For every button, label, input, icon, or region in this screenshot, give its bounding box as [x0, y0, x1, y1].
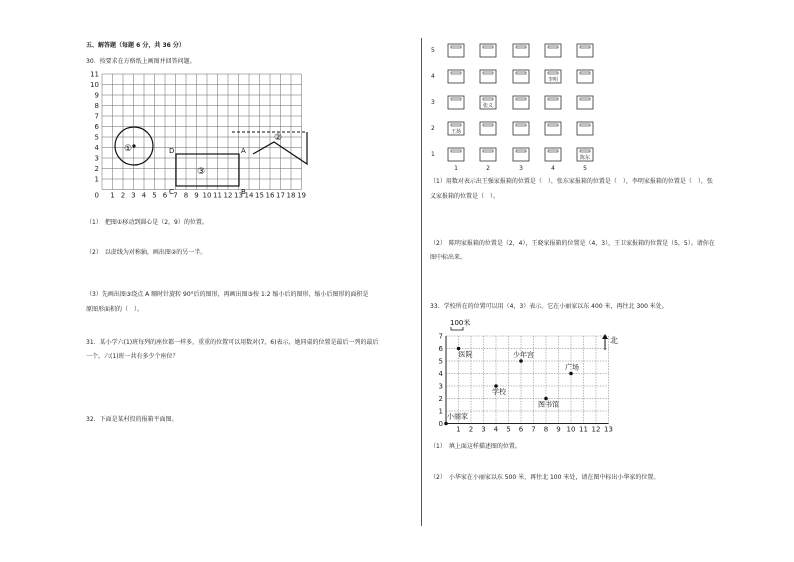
mailbox-slot	[548, 124, 558, 126]
mailbox-slot	[483, 46, 493, 48]
scale-label: 100米	[450, 319, 471, 327]
map-x-tick-label: 4	[493, 425, 499, 434]
q33-grid-lines	[446, 336, 609, 424]
mailbox-slot	[516, 98, 526, 100]
q33-map-grid	[432, 316, 632, 436]
x-tick-label: 16	[265, 191, 275, 200]
map-x-tick-label: 2	[468, 425, 474, 434]
mailbox-row-label: 5	[431, 47, 435, 54]
point-c-label: C	[169, 188, 174, 196]
q30-prompt: 30．按要求在方格纸上画图并回答问题。	[86, 58, 196, 65]
mailbox-row-label: 2	[431, 125, 435, 132]
map-x-tick-label: 9	[556, 425, 561, 434]
q30-y-ticks	[90, 71, 99, 200]
map-point	[569, 372, 573, 376]
x-tick-label: 7	[173, 191, 178, 200]
mailbox-slot	[580, 124, 590, 126]
map-place-label: 小丽家	[447, 412, 468, 421]
y-tick-label: 3	[94, 154, 99, 163]
x-tick-label: 13	[234, 191, 243, 200]
mailbox-slot	[451, 72, 461, 74]
mailbox-grid	[431, 44, 593, 172]
map-place-label: 学校	[492, 388, 506, 396]
mailbox-owner-label: 王扬	[450, 129, 462, 135]
y-tick-label: 6	[94, 123, 99, 131]
mailbox-slot	[548, 150, 558, 152]
q30-sub3-line1: （3）先画出图③绕点 A 顺时针旋转 90°后的图形，再画出图③按 1:2 缩小后的图形，缩小后图形的面积是	[86, 291, 369, 298]
map-y-tick-label: 1	[438, 407, 443, 416]
mailbox-slot	[483, 72, 493, 74]
map-x-tick-label: 13	[604, 425, 613, 434]
q30-sub3-line2: 原图形面积的（ ）。	[86, 306, 144, 313]
x-tick-label: 5	[152, 191, 157, 200]
map-y-tick-label: 2	[438, 395, 443, 403]
mailbox-slot	[516, 124, 526, 126]
mailbox-row-label: 1	[431, 151, 435, 158]
column-divider	[421, 38, 422, 526]
x-tick-label: 11	[213, 191, 222, 200]
y-tick-label: 1	[94, 175, 99, 184]
x-tick-label: 19	[297, 191, 306, 200]
mailbox-slot	[580, 46, 590, 48]
map-x-tick-label: 10	[566, 425, 576, 434]
mailbox-slot	[451, 98, 461, 100]
q33-sub1: （1） 填上面这样描述图的位置。	[430, 443, 521, 450]
map-y-tick-label: 6	[438, 345, 443, 353]
y-tick-label: 7	[94, 112, 99, 121]
point-d-label: D	[169, 147, 175, 155]
y-tick-label: 10	[90, 81, 99, 89]
mailbox-col-label: 3	[519, 165, 523, 172]
mailbox-slot	[516, 150, 526, 152]
q33-y-ticks	[439, 333, 444, 429]
figure2-label: ②	[274, 133, 283, 143]
mailbox-slot	[483, 98, 493, 100]
q32-sub2-line1: （2） 陈明家报箱的位置是（2，4），王晓家报箱的位置是（4，3），王卫家报箱的位置是（5，5）。请你在	[430, 240, 715, 247]
y-tick-label: 5	[94, 133, 99, 142]
y-tick-label: 9	[94, 91, 99, 100]
mailbox-slot	[548, 98, 558, 100]
mailbox-slot	[451, 150, 461, 152]
y-tick-label: 2	[94, 165, 99, 173]
map-y-tick-label: 4	[438, 370, 443, 378]
x-tick-label: 17	[276, 191, 285, 200]
mailbox-floor-plan	[428, 40, 598, 175]
map-x-tick-label: 12	[591, 425, 601, 434]
mailbox-slot	[516, 46, 526, 48]
map-place-label: 医院	[458, 350, 473, 359]
x-tick-label: 6	[162, 191, 168, 200]
x-tick-label: 10	[202, 191, 212, 200]
origin-label: 0	[94, 191, 99, 200]
mailbox-slot	[451, 124, 461, 126]
q33-x-ticks	[456, 426, 613, 434]
q30-grid-figure	[80, 70, 330, 205]
mailbox-row-label: 4	[431, 73, 435, 80]
figure3-label: ③	[197, 167, 206, 177]
map-x-tick-label: 5	[506, 425, 511, 434]
mailbox-slot	[548, 72, 558, 74]
figure1-center-dot	[132, 144, 135, 147]
point-b-label: B	[241, 188, 246, 196]
map-y-tick-label: 3	[438, 382, 443, 391]
q30-sub2: （2） 以虚线为对称轴，画出图②的另一半。	[86, 249, 207, 256]
mailbox-slot	[548, 46, 558, 48]
map-point	[519, 359, 523, 363]
map-x-tick-label: 11	[579, 425, 588, 434]
x-tick-label: 12	[223, 191, 233, 200]
mailbox-slot	[483, 150, 493, 152]
q33-prompt: 33．学校所在的位置可以用（4，3）表示。它在小丽家以东 400 米，再往北 300 米处。	[430, 303, 668, 310]
map-y-tick-label: 7	[438, 332, 443, 341]
x-tick-label: 4	[141, 191, 147, 200]
x-tick-label: 1	[110, 191, 115, 200]
map-x-tick-label: 8	[543, 425, 549, 434]
mailbox-col-label: 4	[551, 165, 555, 172]
q30-sub1: （1） 把图①移动到圆心是（2，9）的位置。	[86, 219, 208, 226]
mailbox-slot	[580, 98, 590, 100]
figure3-rectangle	[176, 154, 239, 186]
map-place-label: 广场	[565, 363, 579, 372]
x-tick-label: 8	[183, 191, 189, 200]
q31-line2: 一个。六(1)班一共有多少个座位？	[86, 353, 179, 360]
section-title: 五、解答题（每题 6 分，共 36 分）	[86, 42, 185, 49]
y-tick-label: 4	[94, 144, 99, 152]
y-tick-label: 11	[90, 70, 99, 79]
mailbox-col-label: 1	[454, 165, 458, 172]
figure1-label: ①	[124, 144, 133, 154]
mailbox-col-label: 2	[486, 165, 490, 172]
mailbox-slot	[516, 72, 526, 74]
x-tick-label: 14	[244, 191, 254, 200]
map-x-tick-label: 3	[481, 425, 486, 434]
x-tick-label: 15	[255, 191, 264, 200]
map-x-tick-label: 7	[531, 425, 536, 434]
mailbox-row-label: 3	[431, 99, 435, 106]
mailbox-col-label: 5	[583, 165, 587, 172]
x-tick-label: 9	[194, 191, 199, 200]
x-tick-label: 2	[120, 191, 126, 200]
north-arrow-head	[602, 334, 608, 339]
q32-sub2-line2: 图中标出来。	[430, 254, 467, 261]
q33-sub2: （2） 小华家在小丽家以东 500 米，再往北 100 米处，请在图中标出小华家的位置。	[430, 474, 660, 481]
mailbox-slot	[451, 46, 461, 48]
mailbox-owner-label: 张义	[482, 103, 494, 109]
q30-x-ticks	[110, 192, 306, 200]
q32-sub1-line2: 义家报箱的位置是（ ）。	[430, 193, 500, 200]
map-point	[444, 422, 448, 426]
mailbox-owner-label: 陈东	[579, 155, 591, 161]
y-tick-label: 8	[94, 102, 99, 110]
q31-line1: 31．某小学六(1)班每列的座位都一样多，重重的位置可以用数对(7，6)表示，她同桌的位置是最后一列的最后	[86, 339, 379, 346]
q32-prompt: 32．下面是某村投的报箱平面图。	[86, 416, 178, 423]
map-place-label: 少年宫	[513, 351, 534, 359]
map-x-tick-label: 6	[518, 425, 524, 434]
map-x-tick-label: 1	[456, 425, 461, 434]
point-a-label: A	[241, 147, 246, 155]
mailbox-slot	[580, 150, 590, 152]
north-label: 北	[610, 336, 618, 345]
map-place-label: 图书馆	[538, 400, 559, 409]
map-y-tick-label: 0	[438, 420, 443, 428]
mailbox-slot	[580, 72, 590, 74]
mailbox-owner-label: 李明	[547, 77, 559, 83]
q32-sub1-line1: （1）用数对表示出王强家报箱的位置是（ ），张东家报箱的位置是（ ），李明家报箱的位置是（ ），张	[430, 178, 713, 185]
x-tick-label: 3	[131, 191, 136, 200]
x-tick-label: 18	[286, 191, 296, 200]
mailbox-slot	[483, 124, 493, 126]
map-y-tick-label: 5	[438, 357, 443, 366]
scale-bar	[451, 327, 463, 330]
